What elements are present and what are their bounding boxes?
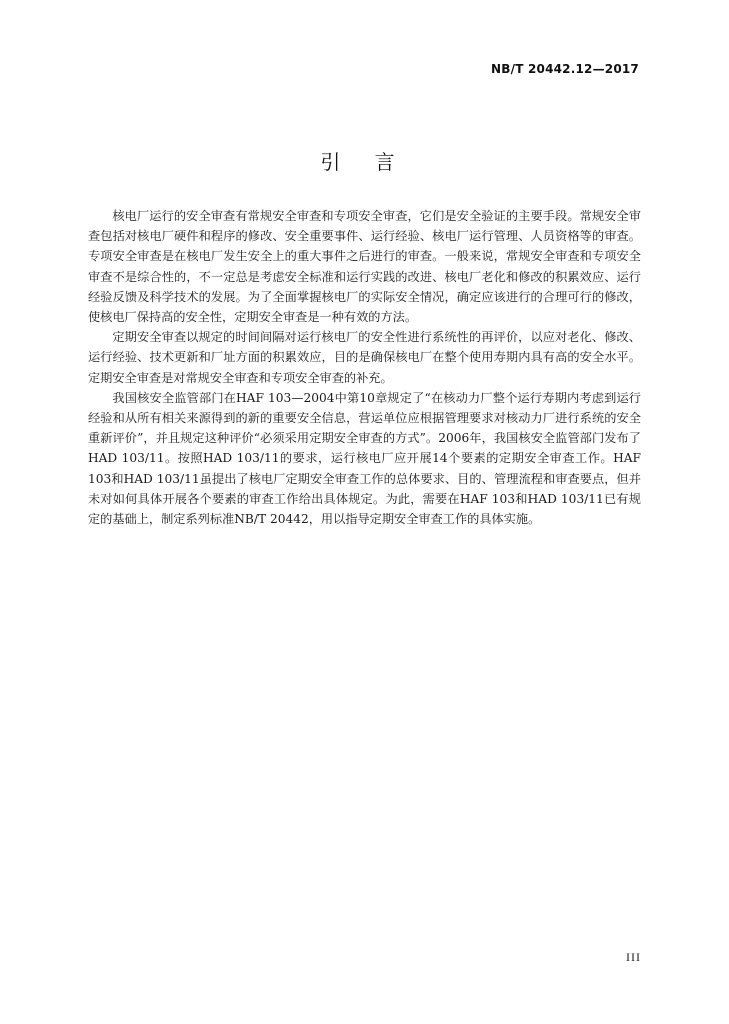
paragraph-1: 核电厂运行的安全审查有常规安全审查和专项安全审查，它们是安全验证的主要手段。常规安全审查包括对核电厂硬件和程序的修改、安全重要事件、运行经验、核电厂运行管理、人员资格等的审查。专项安全审查是在核电厂发生安全上的重大事件之后进行的审查。一般来说，常规安全审查和专项安全审查不是综合性的，不一定总是考虑安全标准和运行实践的改进、核电厂老化和修改的积累效应、运行经验反馈及科学技术的发展。为了全面掌握核电厂的实际安全情况，确定应该进行的合理可行的修改，使核电厂保持高的安全性，定期安全审查是一种有效的方法。 bbox=[88, 209, 641, 325]
page-title: 引 言 bbox=[320, 150, 409, 174]
paragraph-3: 我国核安全监管部门在HAF 103—2004中第10章规定了“在核动力厂整个运行寿期内考虑到运行经验和从所有相关来源得到的新的重要安全信息，营运单位应根据管理要求对核动力厂进行系统的安全重新评价”，并且规定这种评价“必须采用定期安全审查的方式”。2006年，我国核安全监管部门发布了HAD 103/11。按照HAD 103/11的要求，运行核电厂应开展14个要素的定期安全审查工作。HAF 103和HAD 103/11虽提出了核电厂定期安全审查工作的总体要求、目的、管理流程和审查要点，但并未对如何具体开展各个要素的审查工作给出具体规定。为此，需要在HAF 103和HAD 103/11已有规定的基础上，制定系列标准NB/T 20442，用以指导定期安全审查工作的具体实施。 bbox=[88, 390, 641, 527]
paragraph-2: 定期安全审查以规定的时间间隔对运行核电厂的安全性进行系统性的再评价，以应对老化、修改、运行经验、技术更新和厂址方面的积累效应，目的是确保核电厂在整个使用寿期内具有高的安全水平。定期安全审查是对常规安全审查和专项安全审查的补充。 bbox=[88, 330, 641, 385]
standard-code-header: NB/T 20442.12—2017 bbox=[491, 62, 639, 76]
introduction-body bbox=[88, 206, 641, 529]
page-number: III bbox=[626, 950, 641, 964]
